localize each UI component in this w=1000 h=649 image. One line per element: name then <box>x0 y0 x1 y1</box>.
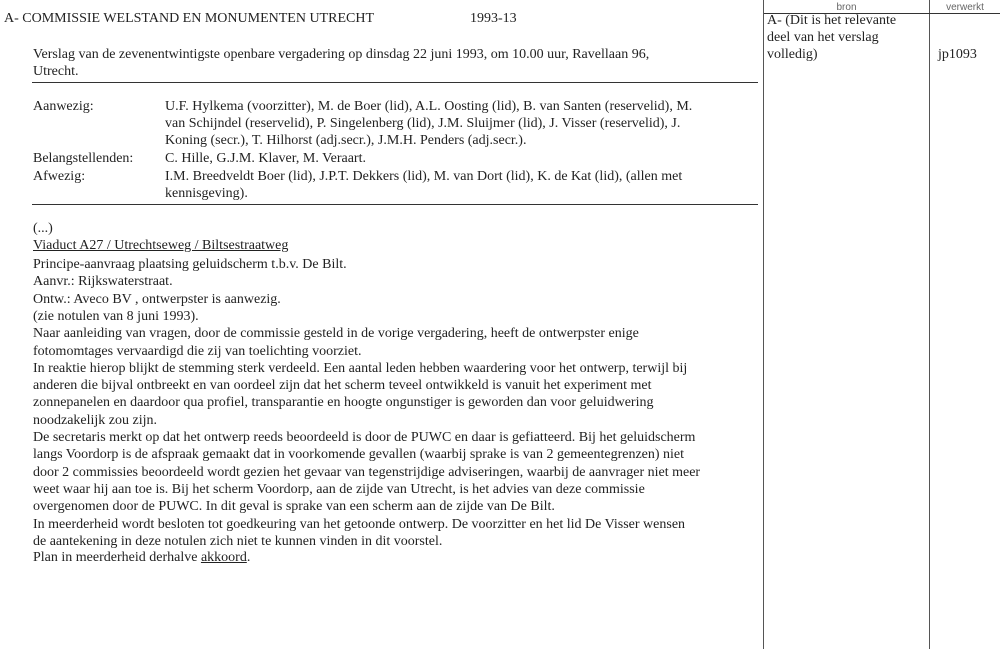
item-line: In meerderheid wordt besloten tot goedkeuring van het getoonde ontwerp. De voorzitter en het lid De Visser wensen <box>33 516 686 532</box>
column-header-bron: bron <box>836 2 857 13</box>
intro-line-1: Verslag van de zevenentwintigste openbare vergadering op dinsdag 22 juni 1993, om 10.00 uur, Ravellaan 96, <box>33 47 650 62</box>
aanwezig-line-3: Koning (secr.), T. Hilhorst (adj.secr.), J.M.H. Penders (adj.secr.). <box>165 133 527 148</box>
item-line: overgenomen door de PUWC. In dit geval is sprake van een scherm aan de zijde van De Bilt. <box>33 499 555 515</box>
afwezig-line-2: kennisgeving). <box>165 186 248 201</box>
aanwezig-line-1: U.F. Hylkema (voorzitter), M. de Boer (lid), A.L. Oosting (lid), B. van Santen (reservelid), M. <box>165 99 693 114</box>
item-line: de aantekening in deze notulen zich niet te kunnen vinden in dit voorstel. <box>33 533 443 549</box>
conclusion-prefix: Plan in meerderheid derhalve <box>33 550 201 565</box>
bron-line-3: volledig) <box>767 47 818 62</box>
item-line: door 2 commissies beoordeeld wordt gezien het gevaar van tegenstrijdige adviseringen, waarbij de aanvrager niet meer <box>33 464 701 480</box>
item-title: Viaduct A27 / Utrechtseweg / Biltsestraatweg <box>33 238 289 253</box>
item-line: noodzakelijk zou zijn. <box>33 412 158 428</box>
item-line: zonnepanelen en daardoor qua profiel, transparantie en hoogte ongunstiger is geworden dan voor geluidwering <box>33 395 654 411</box>
aanwezig-label: Aanwezig: <box>33 99 94 114</box>
column-divider-verwerkt <box>929 0 930 649</box>
item-line: (zie notulen van 8 juni 1993). <box>33 308 199 324</box>
item-line: Naar aanleiding van vragen, door de commissie gesteld in de vorige vergadering, heeft de ontwerpster enige <box>33 326 639 342</box>
ellipsis: (...) <box>33 221 53 236</box>
belangstellenden-line-1: C. Hille, G.J.M. Klaver, M. Veraart. <box>165 151 366 166</box>
item-line: Ontw.: Aveco BV , ontwerpster is aanwezig. <box>33 291 281 307</box>
afwezig-label: Afwezig: <box>33 169 86 184</box>
item-line: De secretaris merkt op dat het ontwerp reeds beoordeeld is door de PUWC en daar is gefiatteerd. Bij het geluidscherm <box>33 430 696 445</box>
item-line: Aanvr.: Rijkswaterstraat. <box>33 274 173 290</box>
document-title: A- COMMISSIE WELSTAND EN MONUMENTEN UTRECHT <box>4 11 374 26</box>
item-line: langs Voordorp is de afspraak gemaakt dat in voorkomende gevallen (waarbij sprake is van 2 gemeentegrenzen) niet <box>33 447 685 463</box>
item-line: fotomomtages vervaardigd die zij van toelichting voorziet. <box>33 343 362 359</box>
aanwezig-line-2: van Schijndel (reservelid), P. Singelenberg (lid), J.M. Sluijmer (lid), J. Visser (reservelid), J. <box>165 116 681 131</box>
item-conclusion <box>33 550 250 567</box>
rule-after-attendance <box>32 204 758 205</box>
bron-line-2: deel van het verslag <box>767 30 879 45</box>
bron-line-1: A- (Dit is het relevante <box>767 13 897 28</box>
document-number: 1993-13 <box>470 11 517 26</box>
intro-line-2: Utrecht. <box>33 64 79 79</box>
item-line: Principe-aanvraag plaatsing geluidscherm t.b.v. De Bilt. <box>33 257 347 272</box>
afwezig-line-1: I.M. Breedveldt Boer (lid), J.P.T. Dekkers (lid), M. van Dort (lid), K. de Kat (lid), (allen met <box>165 169 683 184</box>
column-header-verwerkt: verwerkt <box>946 2 984 13</box>
conclusion-suffix: . <box>246 550 251 565</box>
conclusion-verdict: akkoord <box>200 550 247 565</box>
item-line: anderen die bijval ontbreekt en van oordeel zijn dat het scherm teveel ontwikkeld is vanuit het experiment met <box>33 378 652 394</box>
verwerkt-code: jp1093 <box>938 47 977 62</box>
belangstellenden-label: Belangstellenden: <box>33 151 134 166</box>
item-line: In reaktie hierop blijkt de stemming sterk verdeeld. Een aantal leden hebben waardering voor het ontwerp, terwijl bij <box>33 360 688 376</box>
rule-after-intro <box>32 82 758 83</box>
column-divider-bron <box>763 0 764 649</box>
item-line: weet waar hij aan toe is. Bij het scherm Voordorp, aan de zijde van Utrecht, is het advies van deze commissie <box>33 481 645 497</box>
